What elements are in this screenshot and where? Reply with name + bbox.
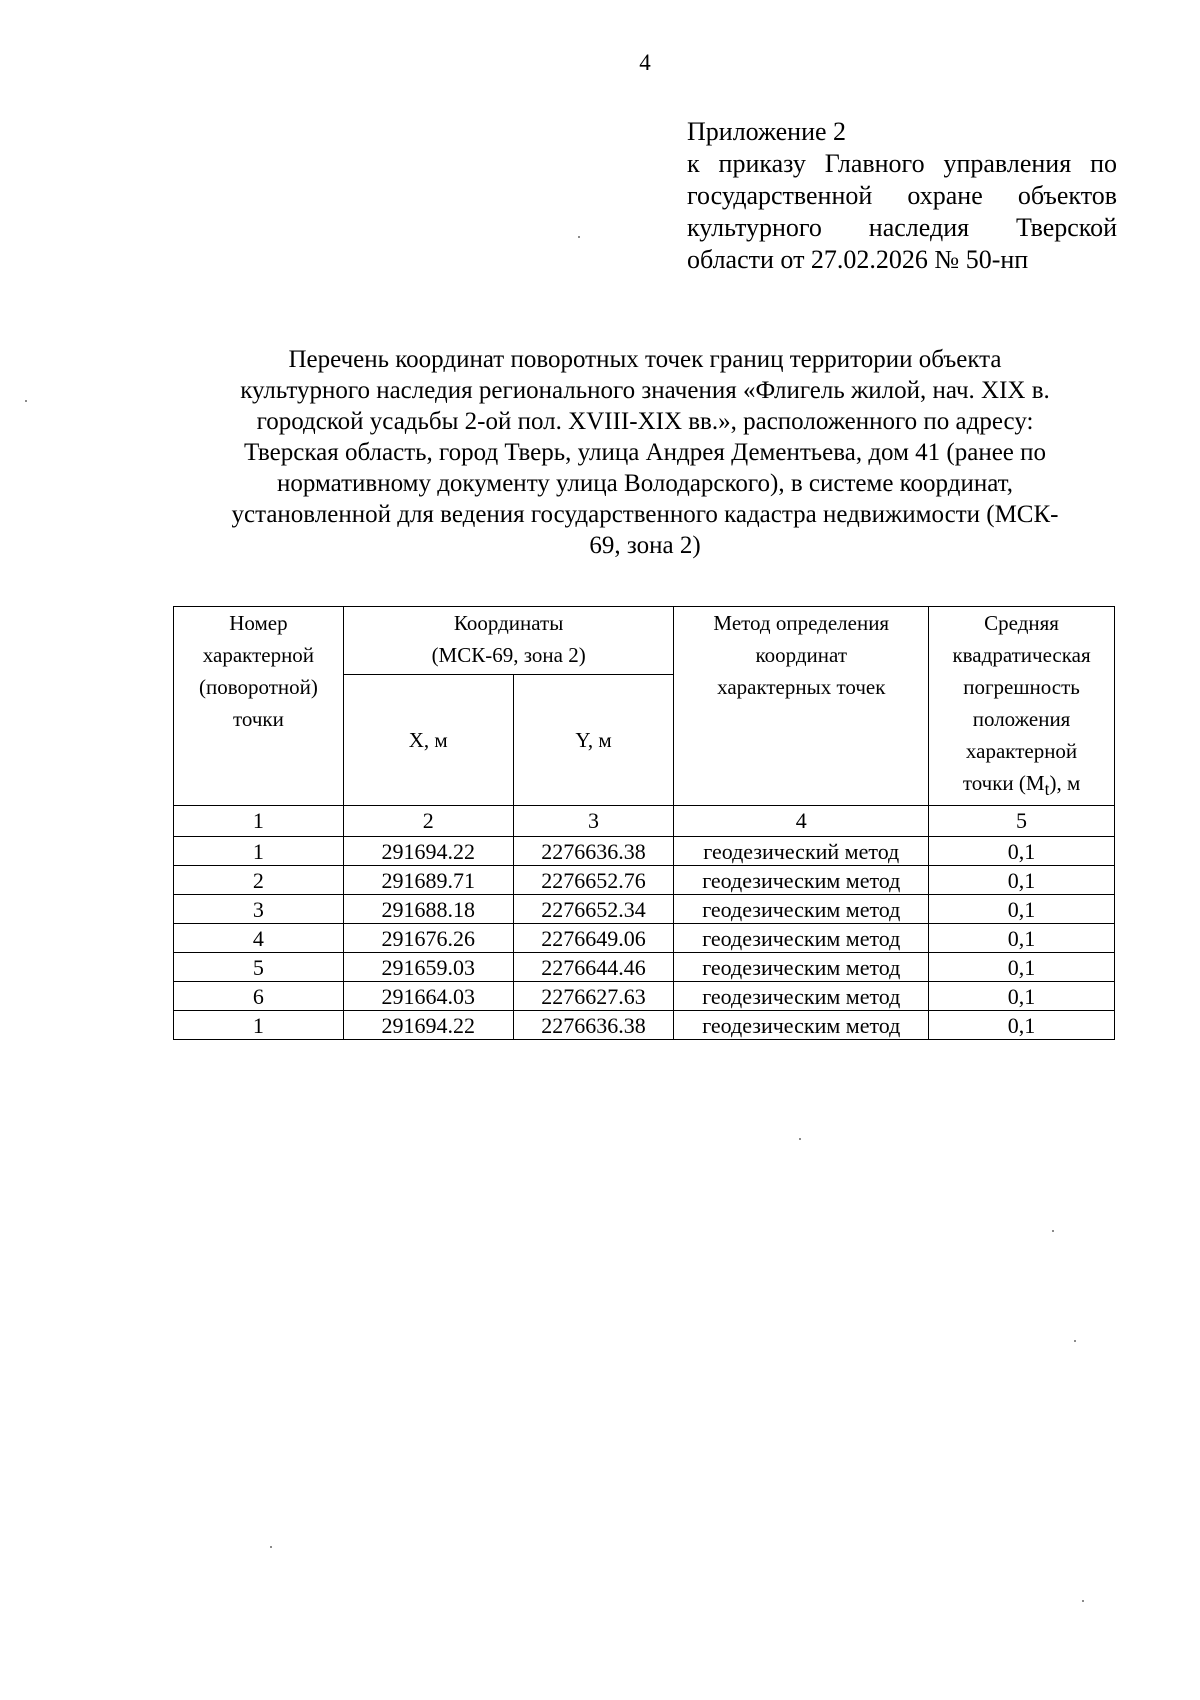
cell-y: 2276649.06	[513, 924, 674, 953]
header-text-part: ), м	[1049, 771, 1081, 795]
cell-point-number: 1	[174, 837, 344, 866]
cell-y: 2276627.63	[513, 982, 674, 1011]
header-text: погрешность	[963, 675, 1080, 699]
table-row	[174, 895, 1115, 924]
title-line: установленной для ведения государственного кадастра недвижимости (МСК-	[231, 501, 1059, 528]
header-text: (поворотной)	[198, 675, 318, 699]
appendix-line: области от 27.02.2026 № 50-нп	[687, 245, 1029, 274]
cell-point-number: 2	[174, 866, 344, 895]
cell-point-number: 1	[174, 1011, 344, 1040]
appendix-line: государственной охране объектов	[687, 181, 1117, 210]
table-header-row	[174, 607, 1115, 675]
cell-x: 291688.18	[343, 895, 513, 924]
cell-point-number: 3	[174, 895, 344, 924]
header-subscript: t	[1044, 779, 1050, 800]
cell-method: геодезическим метод	[674, 924, 929, 953]
cell-x: 291694.22	[343, 837, 513, 866]
cell-y: 2276652.76	[513, 866, 674, 895]
header-text: Номер	[229, 611, 288, 635]
column-number: 2	[343, 806, 513, 837]
cell-method: геодезическим метод	[674, 1011, 929, 1040]
cell-point-number: 6	[174, 982, 344, 1011]
cell-method: геодезическим метод	[674, 982, 929, 1011]
table-row	[174, 837, 1115, 866]
cell-method: геодезический метод	[674, 837, 929, 866]
table-row	[174, 953, 1115, 982]
column-number-row	[174, 806, 1115, 837]
scan-speck	[25, 400, 27, 402]
table-row	[174, 924, 1115, 953]
cell-y: 2276652.34	[513, 895, 674, 924]
header-text: точки	[232, 707, 284, 731]
column-number: 5	[929, 806, 1115, 837]
cell-error: 0,1	[929, 895, 1115, 924]
table-row	[174, 866, 1115, 895]
column-number: 1	[174, 806, 344, 837]
scan-speck	[799, 1138, 801, 1140]
cell-y: 2276644.46	[513, 953, 674, 982]
coordinates-table	[173, 606, 1115, 1040]
cell-error: 0,1	[929, 924, 1115, 953]
cell-x: 291664.03	[343, 982, 513, 1011]
title-line: 69, зона 2)	[589, 532, 701, 559]
scan-speck	[270, 1546, 272, 1548]
cell-method: геодезическим метод	[674, 895, 929, 924]
cell-method: геодезическим метод	[674, 953, 929, 982]
header-text: координат	[755, 643, 847, 667]
scan-speck	[1052, 1230, 1054, 1232]
header-text: Метод определения	[713, 611, 890, 635]
scan-speck	[1074, 1340, 1076, 1342]
cell-y: 2276636.38	[513, 837, 674, 866]
cell-x: 291659.03	[343, 953, 513, 982]
title-line: культурного наследия регионального значения «Флигель жилой, нач. XIX в.	[240, 377, 1050, 404]
header-y: Y, м	[513, 674, 674, 805]
column-number: 3	[513, 806, 674, 837]
header-method	[674, 607, 929, 806]
title-line: нормативному документу улица Володарского), в системе координат,	[277, 470, 1013, 497]
page-number: 4	[639, 50, 651, 75]
cell-y: 2276636.38	[513, 1011, 674, 1040]
table-row	[174, 982, 1115, 1011]
header-text: квадратическая	[952, 643, 1091, 667]
header-text	[929, 767, 1114, 805]
document-title	[170, 344, 1120, 561]
title-line: Перечень координат поворотных точек границ территории объекта	[288, 346, 1002, 373]
header-point-number	[174, 607, 344, 806]
cell-error: 0,1	[929, 982, 1115, 1011]
header-text: положения	[972, 707, 1071, 731]
header-text: характерных точек	[717, 675, 886, 699]
header-text: характерной	[202, 643, 315, 667]
cell-x: 291689.71	[343, 866, 513, 895]
scan-speck	[578, 236, 580, 238]
header-coordinates	[343, 607, 674, 675]
header-text: (МСК-69, зона 2)	[431, 643, 586, 667]
appendix-block	[687, 116, 1117, 276]
cell-error: 0,1	[929, 1011, 1115, 1040]
cell-point-number: 5	[174, 953, 344, 982]
cell-error: 0,1	[929, 953, 1115, 982]
table-row	[174, 1011, 1115, 1040]
appendix-line: Приложение 2	[687, 117, 847, 146]
appendix-line: к приказу Главного управления по	[687, 149, 1117, 178]
cell-point-number: 4	[174, 924, 344, 953]
scan-speck	[1082, 1600, 1084, 1602]
header-text-part: точки (M	[962, 771, 1045, 795]
cell-x: 291694.22	[343, 1011, 513, 1040]
appendix-line: культурного наследия Тверской	[687, 213, 1117, 242]
column-number: 4	[674, 806, 929, 837]
cell-error: 0,1	[929, 866, 1115, 895]
cell-x: 291676.26	[343, 924, 513, 953]
cell-method: геодезическим метод	[674, 866, 929, 895]
title-line: Тверская область, город Тверь, улица Андрея Дементьева, дом 41 (ранее по	[243, 439, 1047, 466]
header-x: X, м	[343, 674, 513, 805]
title-line: городской усадьбы 2-ой пол. XVIII-XIX вв.», расположенного по адресу:	[256, 408, 1034, 435]
header-text: Средняя	[984, 611, 1059, 635]
header-text: характерной	[965, 739, 1078, 763]
header-text: Координаты	[453, 611, 564, 635]
header-error	[929, 607, 1115, 806]
cell-error: 0,1	[929, 837, 1115, 866]
